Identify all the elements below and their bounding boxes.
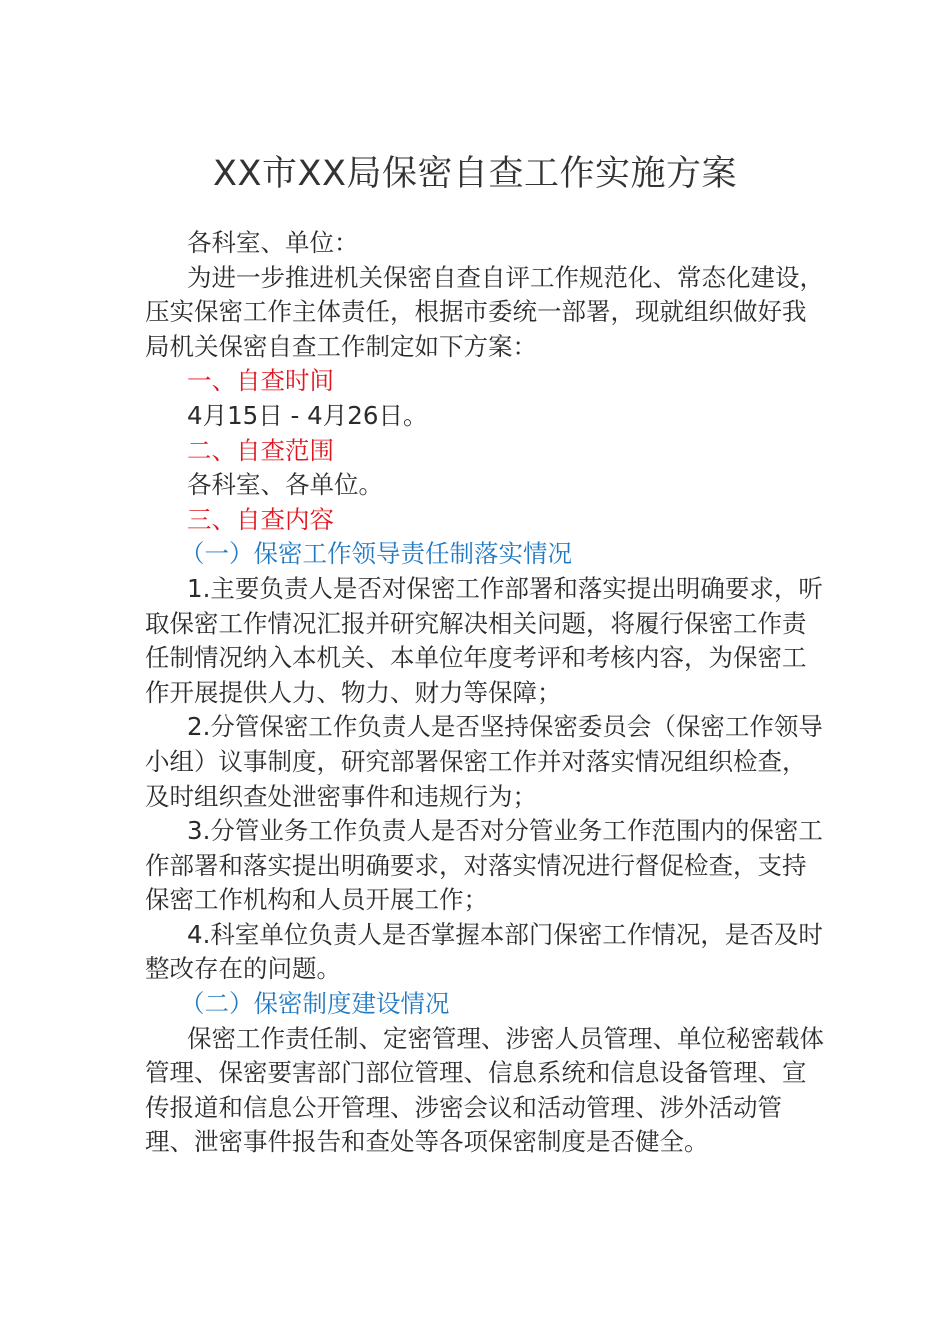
document-title: XX市XX局保密自查工作实施方案	[213, 154, 737, 194]
section-heading-content: 三、自查内容	[187, 504, 334, 534]
list-item: 2.分管保密工作负责人是否坚持保密委员会（保密工作领导小组）议事制度，研究部署保密工作并对落实情况组织检查，及时组织查处泄密事件和违规行为；	[145, 712, 823, 811]
list-item: 4.科室单位负责人是否掌握本部门保密工作情况，是否及时整改存在的问题。	[145, 919, 823, 984]
section-text-time: 4月15日 - 4月26日。	[187, 400, 428, 430]
list-item: 1.主要负责人是否对保密工作部署和落实提出明确要求，听取保密工作情况汇报并研究解决相关问题，将履行保密工作责任制情况纳入本机关、本单位年度考评和考核内容，为保密工作开展提供人力、物力、财力等保障；	[145, 573, 823, 707]
section-heading-scope: 二、自查范围	[187, 435, 334, 465]
intro-paragraph: 为进一步推进机关保密自查自评工作规范化、常态化建设，压实保密工作主体责任，根据市委统一部署，现就组织做好我局机关保密自查工作制定如下方案：	[145, 262, 824, 361]
section-heading-time: 一、自查时间	[187, 366, 334, 396]
subsection-text-system: 保密工作责任制、定密管理、涉密人员管理、单位秘密载体管理、保密要害部门部位管理、信息系统和信息设备管理、宣传报道和信息公开管理、涉密会议和活动管理、涉外活动管理、泄密事件报告和查处等各项保密制度是否健全。	[145, 1023, 824, 1157]
list-item: 3.分管业务工作负责人是否对分管业务工作范围内的保密工作部署和落实提出明确要求，对落实情况进行督促检查，支持保密工作机构和人员开展工作；	[145, 816, 823, 915]
subsection-heading-system: （二）保密制度建设情况	[180, 989, 450, 1019]
section-text-scope: 各科室、各单位。	[187, 470, 383, 500]
document-body	[145, 226, 825, 1160]
subsection-heading-responsibility: （一）保密工作领导责任制落实情况	[180, 539, 572, 569]
salutation: 各科室、单位：	[187, 228, 359, 257]
